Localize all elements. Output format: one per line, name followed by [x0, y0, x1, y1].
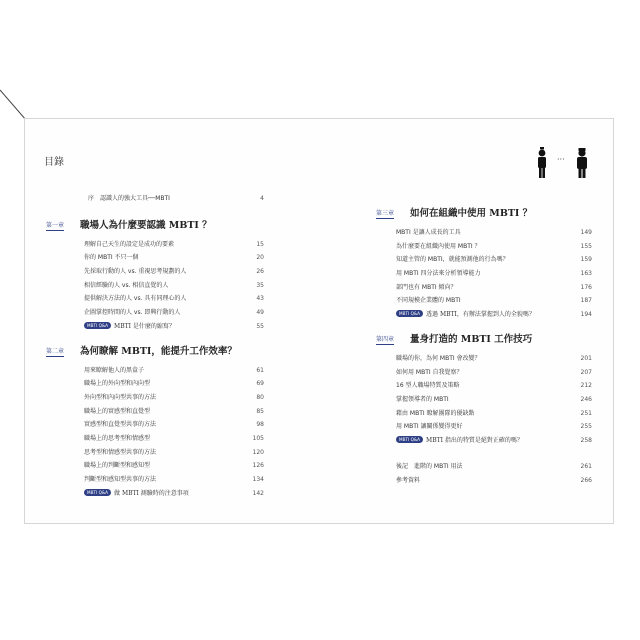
entry-page: 246: [580, 395, 592, 403]
chapter-block: [376, 330, 592, 448]
entry-page: 159: [580, 256, 592, 264]
toc-entry-qa[interactable]: [396, 434, 592, 448]
qa-badge: MBTI Q&A: [396, 310, 423, 317]
toc-entry[interactable]: [396, 352, 592, 366]
toc-right-end: [396, 460, 592, 487]
entry-page: 258: [580, 436, 592, 444]
entry-text: 16 型人職場特質及策略: [396, 382, 460, 390]
chapter-title: 為何瞭解 MBTI，能提升工作效率？: [80, 345, 237, 357]
entry-text: 藉由 MBTI 瞭解團隊的優缺點: [396, 409, 475, 417]
entry-page: 105: [252, 434, 264, 442]
entry-page: 43: [256, 295, 264, 303]
toc-left-column: [46, 192, 264, 500]
entry-page: 207: [580, 368, 592, 376]
entry-text: 用 MBTI 四分法來分析領導能力: [396, 270, 481, 278]
chapter-entries: [84, 364, 264, 501]
toc-entry[interactable]: [84, 405, 264, 419]
toc-entry[interactable]: [84, 432, 264, 446]
entry-text: 透過 MBTI，有辦法掌握到人的全貌嗎？: [426, 311, 535, 319]
entry-page: 255: [580, 423, 592, 431]
entry-page: 212: [580, 382, 592, 390]
entry-text: MBTI 指出的特質是絕對正確的嗎？: [426, 436, 523, 444]
entry-page: 155: [580, 242, 592, 250]
chapter-block: [46, 342, 264, 501]
entry-page: 134: [252, 476, 264, 483]
chapter-title: 職場人為什麼要認識 MBTI ？: [80, 219, 212, 231]
entry-text: 職場上的實感型和直覺型: [84, 407, 151, 415]
entry-page: 61: [256, 366, 264, 374]
entry-page: 142: [252, 489, 264, 497]
toc-entry-qa[interactable]: [84, 320, 264, 334]
entry-page: 80: [256, 393, 264, 401]
chapter-label: 第三章: [376, 210, 395, 217]
toc-entry[interactable]: [396, 240, 592, 254]
entry-text: 外向型和內向型共事的方法: [84, 393, 157, 401]
entry-text: 用來瞭解他人的黑盒子: [84, 366, 145, 374]
entry-text: MBTI 是什麼的縮寫？: [114, 322, 175, 330]
entry-text: 知道主管的 MBTI，就能預測他的行為嗎？: [396, 256, 509, 264]
toc-entry[interactable]: [396, 407, 592, 421]
entry-text: 不同規模企業體的 MBTI: [396, 297, 461, 305]
entry-text: MBTI 是讓人成長的工具: [396, 229, 461, 236]
entry-text: 職場上的判斷型和感知型: [84, 462, 151, 470]
entry-page: 98: [256, 421, 264, 429]
entry-page: 194: [580, 311, 592, 319]
toc-entry-references[interactable]: [396, 474, 592, 488]
qa-entry: [84, 320, 175, 334]
chapter-label: 第一章: [46, 221, 65, 229]
entry-page: 49: [256, 309, 264, 317]
chapter-heading[interactable]: [46, 342, 264, 364]
entry-page: 251: [580, 409, 592, 417]
entry-text: 序 認識人的強大工具──MBTI: [88, 195, 170, 202]
chapter-label: 第四章: [376, 335, 395, 343]
entry-text: 如何用 MBTI 自我覺察？: [396, 368, 463, 376]
entry-text: 為什麼要在組織內使用 MBTI ？: [396, 242, 481, 250]
toc-entry[interactable]: [84, 251, 264, 265]
toc-entry[interactable]: [396, 253, 592, 267]
toc-entry[interactable]: [84, 238, 264, 252]
entry-page: 120: [252, 448, 264, 456]
toc-entry[interactable]: [84, 306, 264, 320]
qa-badge: MBTI Q&A: [84, 489, 111, 496]
entry-page: 149: [580, 229, 592, 236]
chapter-label: 第二章: [46, 347, 65, 355]
page-corner-line: [0, 80, 40, 120]
toc-entry[interactable]: [396, 294, 592, 308]
entry-page: 69: [256, 380, 264, 388]
entry-text: 企圖掌控時間的人 vs. 即興行動的人: [84, 309, 181, 317]
toc-entry[interactable]: [396, 281, 592, 295]
entry-page: 55: [256, 322, 264, 330]
toc-entry-preface[interactable]: [88, 192, 264, 206]
entry-text: 相信經驗的人 vs. 相信直覺的人: [84, 281, 169, 289]
chapter-title: 如何在組織中使用 MBTI ？: [410, 208, 533, 219]
qa-badge: MBTI Q&A: [396, 436, 423, 443]
chapter-heading[interactable]: [376, 204, 592, 226]
entry-page: 126: [252, 462, 264, 470]
entry-text: 職場上的外向型和內向型: [84, 380, 151, 388]
entry-page: 176: [580, 283, 592, 291]
chapter-heading[interactable]: [376, 330, 592, 352]
entry-text: 參考資料: [396, 476, 421, 484]
entry-page: 261: [580, 463, 592, 470]
toc-entry[interactable]: [84, 364, 264, 378]
entry-text: 職場上的思考型和情感型: [84, 434, 151, 442]
entry-text: 判斷型和感知型共事的方法: [84, 476, 157, 483]
toc-entry[interactable]: [84, 265, 264, 279]
entry-page: 85: [256, 407, 264, 415]
toc-entry[interactable]: [396, 366, 592, 380]
entry-page: 15: [256, 240, 264, 248]
qa-entry: [396, 434, 523, 448]
toc-entry-qa[interactable]: [84, 487, 264, 501]
dots-label: ···: [557, 155, 565, 164]
entry-page: 187: [580, 297, 592, 305]
toc-entry[interactable]: [84, 418, 264, 432]
toc-entry[interactable]: [84, 391, 264, 405]
entry-page: 35: [256, 281, 264, 289]
entry-page: 163: [580, 270, 592, 278]
entry-text: 職場的你，為何 MBTI 會改變？: [396, 354, 481, 362]
chapter-entries: [396, 226, 592, 322]
toc-entry-afterword[interactable]: [396, 460, 592, 474]
chapter-block: [376, 204, 592, 322]
entry-page: 26: [256, 268, 264, 276]
chapter-entries: [396, 352, 592, 448]
chapter-heading[interactable]: [46, 216, 264, 238]
entry-page: 266: [580, 476, 592, 484]
entry-page: 201: [580, 354, 592, 362]
toc-entry[interactable]: [84, 279, 264, 293]
toc-entry[interactable]: [84, 459, 264, 473]
qa-entry: [84, 487, 189, 501]
chapter-block: [46, 216, 264, 334]
entry-text: 掌握領導者的 MBTI: [396, 395, 449, 403]
toc-title: 目錄: [44, 157, 64, 168]
figures-illustration: [532, 146, 596, 180]
entry-text: 先採取行動的人 vs. 重視思考規劃的人: [84, 268, 187, 276]
toc-entry[interactable]: [84, 292, 264, 306]
toc-entry[interactable]: [84, 446, 264, 460]
entry-text: 提供解決方法的人 vs. 具有同理心的人: [84, 295, 187, 303]
entry-text: 理解自己天生的設定是成功的要素: [84, 240, 175, 248]
entry-text: 做 MBTI 測驗時的注意事項: [114, 489, 189, 497]
chapter-entries: [84, 238, 264, 334]
chapter-title: 量身打造的 MBTI 工作技巧: [410, 333, 533, 345]
person-icon-pair: [532, 146, 596, 180]
entry-page: 20: [256, 254, 264, 262]
toc-right-column: [376, 204, 592, 448]
toc-entry[interactable]: [396, 379, 592, 393]
toc-entry[interactable]: [84, 377, 264, 391]
entry-text: 實感型和直覺型共事的方法: [84, 421, 157, 429]
toc-entry[interactable]: [396, 267, 592, 281]
toc-entry[interactable]: [84, 473, 264, 487]
entry-text: 你的 MBTI 不只一個: [84, 254, 139, 262]
entry-page: 4: [260, 195, 264, 202]
qa-badge: MBTI Q&A: [84, 322, 111, 329]
toc-entry[interactable]: [396, 393, 592, 407]
entry-text: 後記 進階的 MBTI 用法: [396, 463, 463, 470]
toc-entry-qa[interactable]: [396, 308, 592, 322]
toc-entry[interactable]: [396, 226, 592, 240]
entry-text: 思考型和情感型共事的方法: [84, 448, 157, 456]
entry-text: 部門也有 MBTI 傾向？: [396, 283, 457, 291]
toc-entry[interactable]: [396, 420, 592, 434]
qa-entry: [396, 308, 535, 322]
entry-text: 用 MBTI 讓關係變得更好: [396, 423, 463, 431]
